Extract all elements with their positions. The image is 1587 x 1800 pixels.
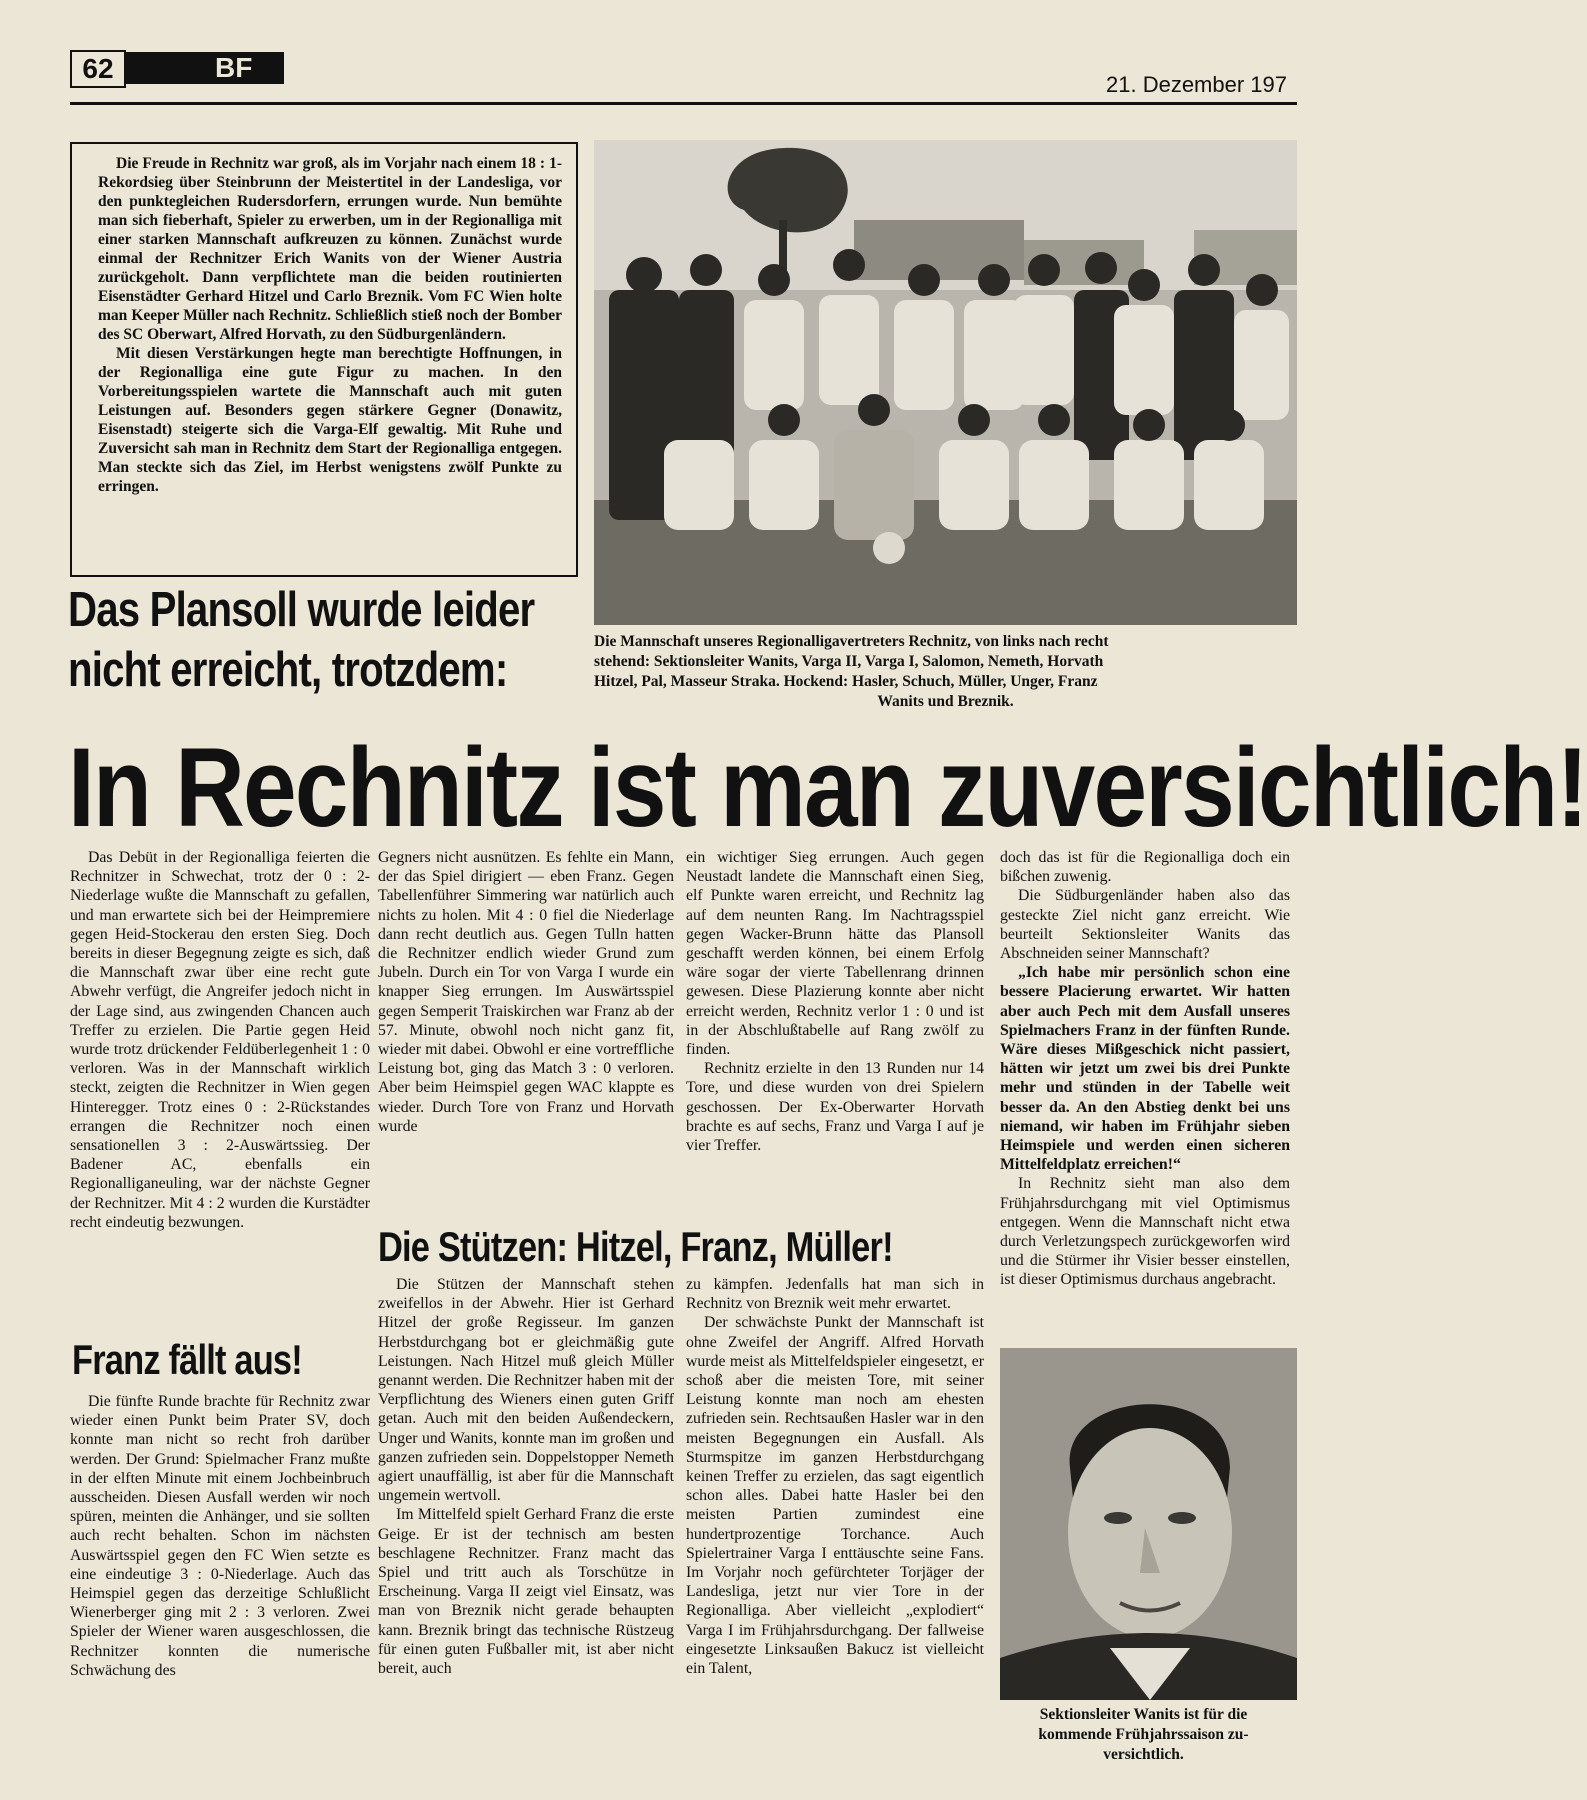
article-paragraph: ein wichtiger Sieg errungen. Auch gegen Neustadt landete die Mannschaft einen Sieg, elf Punkte waren erreicht, und Rechnitz lag auf dem neunten Rang. Im Nachtragsspiel gegen Wacker-Brunn hätte das Plansoll geschafft werden können, bei einem Erfolg wäre sogar der vierte Tabellenrang drinnen gewesen. Diese Plazierung konnte aber nicht erreicht werden, Rechnitz verlor 1 : 0 und ist in der Abschlußtabelle auf Rang zwölf zu finden. <box>686 849 984 1059</box>
article-paragraph: Die Südburgenländer haben also das gesteckte Ziel nicht ganz erreicht. Wie beurteilt Sektionsleiter Wanits das Abschneiden seiner Mannschaft? <box>1000 887 1290 963</box>
portrait-graphic <box>1000 1348 1297 1700</box>
page-number: 62 <box>70 50 126 88</box>
photo-caption <box>594 632 1297 712</box>
article-paragraph: Der schwächste Punkt der Mannschaft ist ohne Zweifel der Angriff. Alfred Horvath wurde meist als Mittelfeldspieler eingesetzt, er schoß aber die meisten Tore, mit seiner Leistung konnte man noch am ehesten zufrieden sein. Rechtsaußen Hasler war in den meisten Begegnungen ein Ausfall. Als Sturmspitze im ganzen Herbstdurchgang keinen Treffer zu erzielen, das sagt eigentlich schon alles. Dabei hatte Hasler bei den meisten Partien zumindest eine hundertprozentige Torchance. Auch Spielertrainer Varga I enttäuschte seine Fans. Im Vorjahr noch gefürchteter Torjäger der Landesliga, jetzt nur vier Tore in der Regionalliga. Aber vielleicht „explodiert“ Varga I im Frühjahrsdurchgang. Der fallweise eingesetzte Linksaußen Bakucz ist vielleicht ein Talent, <box>686 1314 984 1678</box>
article-column-1b <box>70 1392 370 1680</box>
intro-paragraph: Mit diesen Verstärkungen hegte man berechtigte Hoffnungen, in der Regionalliga eine gute Figur zu machen. In den Vorbereitungsspielen wartete die Mannschaft auch mit guten Leistungen auf. Besonders gegen stärkere Gegner (Donawitz, Eisenstadt) steigerte sich die Varga-Elf gewaltig. Mit Ruhe und Zuversicht sah man in Rechnitz dem Start der Regionalliga entgegen. Man steckte sich das Ziel, im Herbst wenigstens zwölf Punkte zu erringen. <box>98 345 562 495</box>
article-column-2b <box>378 1275 674 1678</box>
intro-paragraph: Die Freude in Rechnitz war groß, als im Vorjahr nach einem 18 : 1-Rekordsieg über Steinbrunn der Meistertitel in der Landesliga, vor den punktegleichen Rudersdorfern, errungen wurde. Nun bemühte man sich fieberhaft, Spieler zu erwerben, um in der Regionalliga mit einer starken Mannschaft aufkreuzen zu können. Zunächst wurde einmal der Rechnitzer Erich Wanits von der Wiener Austria zurückgeholt. Dann verpflichtete man die beiden routinierten Eisenstädter Gerhard Hitzel und Carlo Breznik. Vom FC Wien holte man Keeper Müller nach Rechnitz. Schließlich stieß noch der Bomber des SC Oberwart, Alfred Horvath, zu den Südburgenländern. <box>98 155 562 343</box>
article-paragraph: doch das ist für die Regionalliga doch ein bißchen zuwenig. <box>1000 849 1290 886</box>
kicker-line: Das Plansoll wurde leider <box>68 583 535 637</box>
section-label: BF <box>215 52 253 83</box>
article-column-3 <box>686 848 984 1155</box>
wanits-portrait <box>1000 1348 1297 1700</box>
article-paragraph: In Rechnitz sieht man also dem Frühjahrsdurchgang mit viel Optimismus entgegen. Wenn die Mannschaft nicht etwa durch Verletzungspech zurückgeworfen wird und die Stürmer ihr Visier besser einstellen, ist dieser Optimismus durchaus angebracht. <box>1000 1175 1290 1289</box>
team-photo <box>594 140 1297 625</box>
caption-line: Hitzel, Pal, Masseur Straka. Hockend: Hasler, Schuch, Müller, Unger, Franz <box>594 673 1098 690</box>
issue-date: 21. Dezember 197 <box>1106 72 1287 97</box>
article-paragraph: Gegners nicht ausnützen. Es fehlte ein Mann, der das Spiel dirigiert — eben Franz. Gegen Tabellenführer Simmering war natürlich auch nichts zu holen. Mit 4 : 0 fiel die Niederlage dann recht deutlich aus. Gegen Tulln hatten die Rechnitzer endlich wieder Grund zum Jubeln. Durch ein Tor von Varga I wurde ein knapper Sieg errungen. Im Auswärtsspiel gegen Semperit Traiskirchen war Franz ab der 57. Minute, obwohl noch nicht ganz fit, wieder mit dabei. Obwohl er eine vortreffliche Leistung bot, ging das Match 3 : 0 verloren. Aber beim Heimspiel gegen WAC klappte es wieder. Durch Tore von Franz und Horvath wurde <box>378 849 674 1135</box>
subheadline-stuetzen: Die Stützen: Hitzel, Franz, Müller! <box>378 1223 893 1270</box>
caption-line: stehend: Sektionsleiter Wanits, Varga II, Varga I, Salomon, Nemeth, Horvath <box>594 653 1104 670</box>
portrait-caption <box>990 1705 1297 1765</box>
article-paragraph: Im Mittelfeld spielt Gerhard Franz die erste Geige. Er ist der technisch am besten beschlagene Rechnitzer. Franz macht das Spiel und tritt auch als Torschütze in Erscheinung. Varga II zeigt viel Einsatz, was man von Breznik nicht gerade behaupten kann. Breznik bringt das technische Rüstzeug für einen guten Fußballer mit, ist aber nicht bereit, auch <box>378 1506 674 1678</box>
article-column-1 <box>70 848 370 1232</box>
article-column-3b <box>686 1275 984 1678</box>
intro-box <box>70 142 578 577</box>
article-column-4 <box>1000 848 1290 1290</box>
team-photo-graphic <box>594 140 1297 625</box>
portrait-caption-line: Sektionsleiter Wanits ist für die <box>1039 1706 1248 1723</box>
article-paragraph: Die fünfte Runde brachte für Rechnitz zwar wieder einen Punkt beim Prater SV, doch konnte man nicht so recht froh darüber werden. Der Grund: Spielmacher Franz mußte in der elften Minute mit einem Jochbeinbruch ausscheiden. Diesen Ausfall werden wir noch spüren, meinten die Anhänger, und sie sollten auch recht behalten. Schon im nächsten Auswärtsspiel gegen den FC Wien setzte es eine eindeutige 3 : 0-Niederlage. Auch das Heimspiel gegen das derzeitige Schlußlicht Wienerberger ging mit 2 : 3 verloren. Zwei Spieler der Wiener waren ausgeschlossen, die Rechnitzer konnten die numerische Schwächung des <box>70 1393 370 1679</box>
article-paragraph: Die Stützen der Mannschaft stehen zweifellos in der Abwehr. Hier ist Gerhard Hitzel der große Regisseur. Im ganzen Herbstdurchgang bot er gleichmäßig gute Leistungen. Nach Hitzel muß gleich Müller genannt werden. Die Rechnitzer haben mit der Verpflichtung des Wieners einen guten Griff getan. Auch mit den beiden Außendeckern, Unger und Wanits, konnte man im großen und ganzen zufrieden sein. Doppelstopper Nemeth agiert unauffällig, ist aber für die Mannschaft ungemein wertvoll. <box>378 1276 674 1505</box>
subheadline-franz: Franz fällt aus! <box>72 1336 302 1383</box>
article-paragraph: Das Debüt in der Regionalliga feierten die Rechnitzer in Schwechat, trotz der 0 : 2-Niederlage wußte die Mannschaft zu gefallen, und man erwartete sich bei der Heimpremiere gegen Heid-Stockerau den ersten Sieg. Doch bereits in dieser Begegnung zeigte es sich, daß die Mannschaft zwar über eine recht gute Abwehr verfügt, die Angreifer jedoch nicht in der Lage sind, aus zwingenden Chancen auch Treffer zu erzielen. Die Partie gegen Heid wurde trotz drückender Feldüberlegenheit 1 : 0 verloren. Was in der Mannschaft wirklich steckt, zeigten die Rechnitzer in Wien gegen Hinteregger. Trotz eines 0 : 2-Rückstandes errangen die Rechnitzer noch einen sensationellen 3 : 2-Auswärtssieg. Der Badener AC, ebenfalls ein Regionalliganeuling, war der nächste Gegner der Rechnitzer. Mit 4 : 2 wurden die Kurstädter recht eindeutig bezwungen. <box>70 849 370 1231</box>
article-paragraph: zu kämpfen. Jedenfalls hat man sich in Rechnitz von Breznik weit mehr erwartet. <box>686 1276 984 1313</box>
article-column-2 <box>378 848 674 1136</box>
section-bar <box>124 52 284 84</box>
caption-line: Wanits und Breznik. <box>877 693 1014 710</box>
article-paragraph: Rechnitz erzielte in den 13 Runden nur 14 Tore, und diese wurden von drei Spielern geschossen. Der Ex-Oberwarter Horvath brachte es auf sechs, Franz und Varga I auf je vier Treffer. <box>686 1060 984 1155</box>
portrait-caption-line: kommende Frühjahrssaison zu- <box>1038 1726 1249 1743</box>
portrait-caption-line: versichtlich. <box>1103 1746 1184 1763</box>
header-rule <box>70 102 1297 105</box>
kicker-line: nicht erreicht, trotzdem: <box>68 643 508 697</box>
caption-line: Die Mannschaft unseres Regionalligavertreters Rechnitz, von links nach recht <box>594 633 1109 650</box>
kicker-headline <box>68 580 535 700</box>
main-headline: In Rechnitz ist man zuversichtlich! <box>68 725 1587 850</box>
wanits-quote: „Ich habe mir persönlich schon eine bessere Placierung erwartet. Wir hatten aber auch Pech mit dem Ausfall unseres Spielmachers Franz in der fünften Runde. Wäre dieses Mißgeschick nicht passiert, hätten wir jetzt um zwei bis drei Punkte mehr und stünden in der Tabelle weit besser da. An den Abstieg denkt bei uns niemand, wir haben im Frühjahr sieben Heimspiele und werden einen sicheren Mittelfeldplatz erreichen!“ <box>1000 964 1290 1174</box>
